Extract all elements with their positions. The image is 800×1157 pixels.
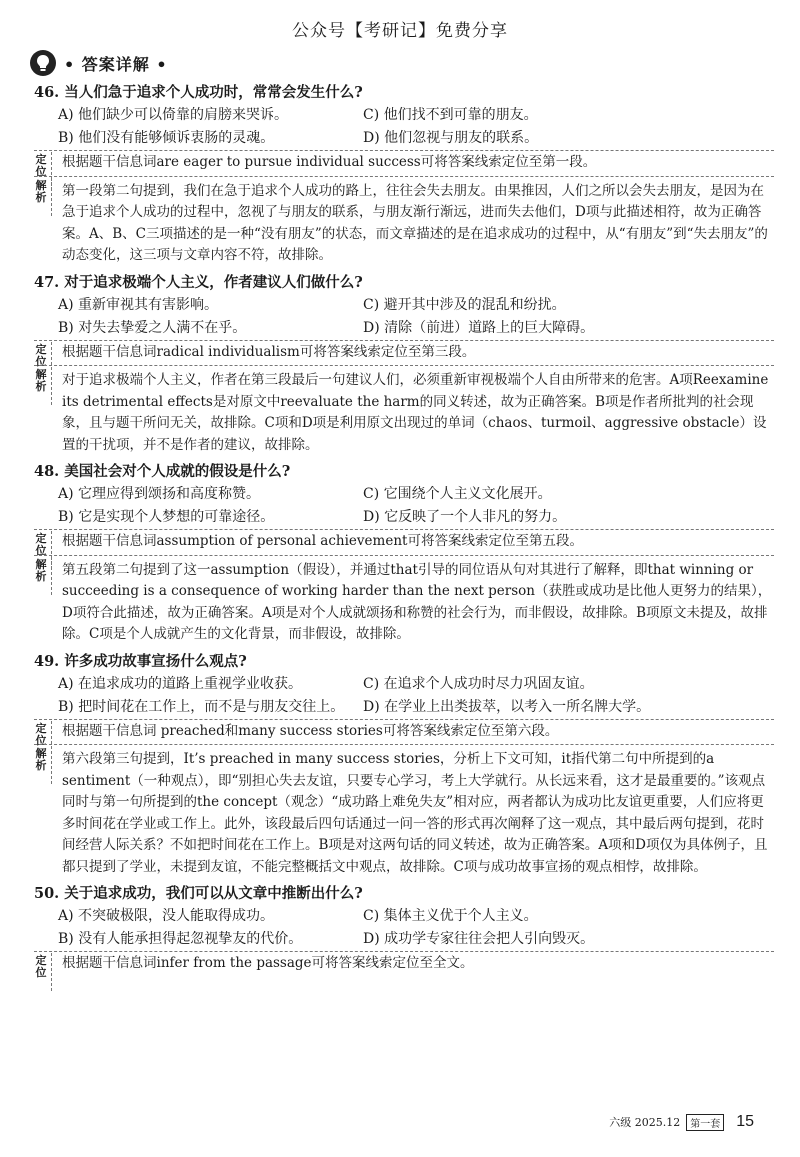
page-footer (609, 1113, 754, 1131)
analysis-text: 第六段第三句提到，It’s preached in many success stories，分析上下文可知，it指代第二句中所提到的a sentiment（一种观点），即“别担心失去友谊，只要专心学习，考上大学就行。从长远来看，这才是最重要的。”该观点同时与第一句所提到的the concept（观念）“成功路上难免失友”相对应，两者都认为成功比友谊更重要，人们应将更多时间花在学业或工作上。此外，该段最后四句话通过一问一答的形式再次阐释了这一观点，其中最后两句提到，花时间经营人际关系？不如把时间花在工作上。B项是对这两句话的同义转述，故为正确答案。A项和D项仅为具体例子，且都只提到了学业，未提到友谊，不能完整概括文中观点，故排除。C项与成功故事宣扬的观点相悖，故排除。 (62, 751, 768, 875)
answer-option: D) 它反映了一个人非凡的努力。 (363, 509, 567, 525)
question-block (34, 272, 774, 460)
analysis-text: 第一段第二句提到，我们在急于追求个人成功的路上，往往会失去朋友。由果推因，人们之所以会失去朋友，是因为在急于追求个人成功的过程中，忽视了与朋友的联系，与朋友渐行渐远，进而失去他们，D项与此描述相符，故为正确答案。A、B、C三项描述的是一种“没有朋友”的状态，而文章描述的是在追求成功的过程中，从“有朋友”到“失去朋友”的动态变化，这三项与文章内容不符，故排除。 (62, 182, 768, 263)
answer-option: C) 他们找不到可靠的朋友。 (363, 107, 538, 123)
locate-tag (34, 344, 48, 368)
locate-tag-char: 位 (35, 165, 47, 178)
analysis-block (34, 365, 774, 459)
locate-block (34, 529, 774, 555)
locate-tag (34, 723, 48, 747)
analysis-tag-char: 析 (35, 759, 47, 772)
question-block (34, 883, 774, 977)
analysis-block (34, 555, 774, 649)
analysis-text: 对于追求极端个人主义，作者在第三段最后一句建议人们，必须重新审视极端个人自由所带来的危害。A项Reexamine its detrimental effects是对原文中reevaluate the harm的同义转述，故为正确答案。B项是作者所批判的社会现象，且与题干所问无关，故排除。C项和D项是利用原文出现过的单词（chaos、turmoil、aggressive obstacle）设置的干扰项，并不是作者的建议，故排除。 (62, 372, 769, 453)
analysis-tag-char: 解 (35, 747, 47, 760)
answer-option: A) 不突破极限，没人能取得成功。 (58, 908, 275, 924)
analysis-tag (34, 180, 48, 204)
answer-option: D) 他们忽视与朋友的联系。 (363, 130, 539, 146)
section-title: • 答案详解 • (64, 54, 168, 74)
locate-block (34, 951, 774, 977)
answer-option: A) 它理应得到颂扬和高度称赞。 (58, 486, 261, 502)
option-list (34, 905, 774, 951)
analysis-tag-char: 解 (35, 178, 47, 192)
answer-option: C) 集体主义优于个人主义。 (363, 908, 538, 924)
answer-option: C) 在追求个人成功时尽力巩固友谊。 (363, 675, 594, 692)
answer-option: B) 他们没有能够倾诉衷肠的灵魂。 (58, 130, 275, 146)
locate-tag-char: 定 (35, 342, 47, 356)
top-banner: 公众号【考研记】免费分享 (292, 21, 508, 41)
analysis-tag-char: 解 (35, 557, 47, 571)
question-block (34, 651, 774, 882)
locate-text: 根据题干信息词radical individualism可将答案线索定位至第三段。 (62, 343, 476, 360)
locate-text: 根据题干信息词 preached和many success stories可将答案线索定位至第六段。 (62, 722, 559, 739)
analysis-tag-char: 析 (35, 569, 47, 583)
locate-tag-char: 位 (35, 966, 47, 979)
answer-option: B) 没有人能承担得起忽视挚友的代价。 (58, 931, 303, 947)
locate-text: 根据题干信息词are eager to pursue individual success可将答案线索定位至第一段。 (62, 154, 597, 170)
locate-text: 根据题干信息词assumption of personal achievement可将答案线索定位至第五段。 (62, 533, 583, 549)
locate-tag (34, 533, 48, 557)
analysis-text: 第五段第二句提到了这一assumption（假设），并通过that引导的同位语从句对其进行了解释，即that winning or succeeding is a consequence of working harder than the next person（获胜或成功是比他人更努力的结果），D项符合此描述，故为正确答案。A项是对个人成就颂扬和称赞的社会行为，而非假设，故排除。B项原文未提及，故排除。C项是个人成就产生的文化背景，而非假设，故排除。 (62, 561, 772, 642)
answer-option: B) 它是实现个人梦想的可靠途径。 (58, 509, 275, 525)
locate-tag-char: 定 (35, 153, 47, 166)
answer-option: D) 成功学专家往往会把人引向毁灭。 (363, 931, 595, 947)
answer-option: D) 在学业上出类拔萃，以考入一所名牌大学。 (363, 698, 651, 715)
option-list (34, 483, 774, 529)
analysis-block (34, 176, 774, 270)
question-title: 49. 许多成功故事宣扬什么观点? (34, 652, 247, 670)
answer-option: A) 他们缺少可以倚靠的肩膀来哭诉。 (58, 107, 289, 123)
locate-tag-char: 位 (35, 354, 47, 368)
locate-tag-char: 定 (35, 954, 47, 967)
question-title: 50. 关于追求成功，我们可以从文章中推断出什么? (34, 885, 363, 902)
answer-option: C) 它围绕个人主义文化展开。 (363, 486, 552, 502)
analysis-tag (34, 748, 48, 772)
answer-option: B) 把时间花在工作上，而不是与朋友交往上。 (58, 698, 345, 715)
locate-block (34, 719, 774, 745)
answer-option: C) 避开其中涉及的混乱和纷扰。 (363, 296, 566, 313)
question-block (34, 82, 774, 270)
option-list (34, 673, 774, 719)
question-block (34, 461, 774, 649)
answer-explanations (34, 80, 774, 977)
exam-level: 六级 2025.12 (609, 1116, 681, 1129)
question-title: 46. 当人们急于追求个人成功时，常常会发生什么? (34, 84, 363, 101)
answer-option: D) 清除（前进）道路上的巨大障碍。 (363, 319, 595, 336)
answer-option: A) 在追求成功的道路上重视学业收获。 (58, 675, 303, 692)
question-title: 48. 美国社会对个人成就的假设是什么? (34, 463, 291, 480)
section-header (30, 48, 168, 78)
analysis-tag-char: 析 (35, 190, 47, 204)
locate-tag-char: 定 (35, 721, 47, 735)
analysis-tag (34, 559, 48, 583)
issue-label: 第一套 (686, 1114, 724, 1131)
analysis-tag-char: 析 (35, 380, 47, 393)
locate-tag-char: 位 (35, 544, 47, 557)
locate-block (34, 150, 774, 176)
locate-tag-char: 位 (35, 733, 47, 747)
analysis-tag-char: 解 (35, 368, 47, 381)
analysis-block (34, 744, 774, 881)
lightbulb-icon (30, 50, 56, 76)
locate-text: 根据题干信息词infer from the passage可将答案线索定位至全文。 (62, 955, 474, 971)
locate-block (34, 340, 774, 366)
analysis-tag (34, 369, 48, 393)
question-title: 47. 对于追求极端个人主义，作者建议人们做什么? (34, 273, 363, 291)
locate-tag-char: 定 (35, 532, 47, 545)
locate-tag (34, 154, 48, 178)
answer-option: B) 对失去挚爱之人满不在乎。 (58, 319, 247, 336)
locate-tag (34, 955, 48, 979)
option-list (34, 104, 774, 150)
page-number: 15 (736, 1113, 754, 1130)
answer-option: A) 重新审视其有害影响。 (58, 296, 219, 313)
option-list (34, 294, 774, 340)
